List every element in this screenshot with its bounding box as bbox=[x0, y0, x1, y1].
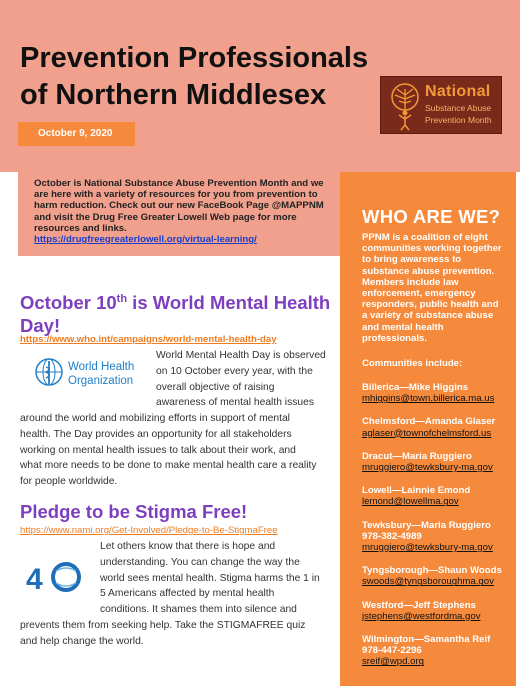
contact-entry bbox=[362, 451, 506, 473]
contact-email-link[interactable]: lemond@lowellma.gov bbox=[362, 496, 459, 508]
who-logo-line1: World Health bbox=[68, 361, 135, 373]
text-line: working on mental health issues to talk about their work, and bbox=[20, 444, 296, 456]
sidebar-heading: WHO ARE WE? bbox=[362, 206, 501, 227]
text-line: understanding. You can change the way the bbox=[100, 556, 300, 568]
text-line: on 10 October every year, with the bbox=[156, 365, 313, 377]
contact-name: Chelmsford—Amanda Glaser bbox=[362, 416, 496, 428]
drug-free-lowell-link[interactable]: https://drugfreegreaterlowell.org/virtual-learning/ bbox=[34, 234, 257, 246]
contact-entry bbox=[362, 600, 506, 622]
text-line: what more needs to be done to make mental health care a reality bbox=[20, 460, 317, 472]
nami-pledge-link[interactable]: https://www.nami.org/Get-Involved/Pledge-to-Be-StigmaFree bbox=[20, 525, 278, 536]
heading-sup: th bbox=[116, 293, 128, 305]
text-line: overall objective of raising bbox=[156, 381, 275, 393]
article1-side-text bbox=[156, 348, 340, 411]
text-line: prevents them from seeking help. Take the STIGMAFREE quiz bbox=[20, 620, 306, 631]
article2-full-text bbox=[20, 618, 338, 650]
logo-substance-abuse: Substance Abuse bbox=[425, 103, 492, 113]
contact-list bbox=[362, 382, 506, 668]
text-line: around the world and mobilizing efforts in support of mental bbox=[20, 413, 290, 424]
who-campaign-link[interactable]: https://www.who.int/campaigns/world-mental-health-day bbox=[20, 334, 277, 345]
header-banner bbox=[0, 0, 520, 172]
issue-date: October 9, 2020 bbox=[18, 122, 135, 146]
contact-phone: 978-447-2296 bbox=[362, 645, 422, 657]
communities-label: Communities include: bbox=[362, 358, 463, 370]
text-line: health. The Day provides an opportunity for all stakeholders bbox=[20, 428, 292, 440]
nami-40-years-logo bbox=[26, 560, 94, 594]
sidebar-about: PPNM is a coalition of eight communities working together to bring awareness to substance abuse prevention. Members include law enforcement, emergency responders, public health and a variety of substance abuse and mental health professionals. bbox=[362, 232, 502, 344]
contact-phone: 978-382-4989 bbox=[362, 530, 422, 542]
text-line: awareness of mental health issues bbox=[156, 397, 314, 409]
contact-entry bbox=[362, 382, 506, 404]
heading-part: October 10 bbox=[20, 292, 117, 313]
title-line-1: Prevention Professionals bbox=[20, 42, 369, 74]
tree-person-icon bbox=[385, 81, 425, 131]
logo-national: National bbox=[425, 83, 491, 100]
contact-name: Billerica—Mike Higgins bbox=[362, 382, 469, 394]
contact-email-link[interactable]: mhiggins@town.billerica.ma.us bbox=[362, 393, 495, 405]
contact-entry bbox=[362, 416, 506, 438]
title-line-2: of Northern Middlesex bbox=[20, 79, 327, 111]
article2-side-text bbox=[100, 539, 340, 618]
contact-entry bbox=[362, 634, 506, 668]
text-line: and help change the world. bbox=[20, 635, 144, 647]
contact-entry bbox=[362, 485, 506, 507]
text-line: conditions. It shames them into silence and bbox=[100, 604, 297, 616]
contact-name: Tewksbury—Maria Ruggiero bbox=[362, 519, 491, 531]
contact-email-link[interactable]: swoods@tyngsboroughma.gov bbox=[362, 576, 494, 588]
heading-part: is World Mental Health bbox=[127, 292, 331, 313]
contact-name: Dracut—Maria Ruggiero bbox=[362, 450, 472, 462]
world-mental-health-heading bbox=[20, 288, 330, 337]
intro-text: October is National Substance Abuse Prevention Month and we are here with a variety of resources for you from prevention to harm reduction. Check out our new FaceBook Page @MAPPNM and visit the Drug Free Greater Lowell Web page for more resources and links. bbox=[34, 178, 324, 234]
contact-name: Wilmington—Samantha Reif bbox=[362, 634, 491, 646]
who-emblem-icon bbox=[34, 357, 64, 387]
contact-email-link[interactable]: sreif@wpd.org bbox=[362, 656, 424, 668]
who-are-we-sidebar bbox=[340, 172, 516, 686]
text-line: world sees mental health. Stigma harms the 1 in bbox=[100, 572, 320, 584]
national-prevention-month-logo bbox=[380, 76, 502, 134]
svg-text:4: 4 bbox=[26, 563, 43, 594]
stigma-free-heading: Pledge to be Stigma Free! bbox=[20, 501, 248, 522]
who-logo-line2: Organization bbox=[68, 375, 134, 387]
contact-name: Tyngsborough—Shaun Woods bbox=[362, 565, 502, 577]
who-logo bbox=[34, 357, 142, 393]
heading-part: Day! bbox=[20, 315, 61, 336]
contact-name: Westford—Jeff Stephens bbox=[362, 599, 476, 611]
contact-email-link[interactable]: jstephens@westfordma.gov bbox=[362, 610, 481, 622]
contact-email-link[interactable]: aglaser@townofchelmsford.us bbox=[362, 427, 492, 439]
newsletter-title bbox=[20, 40, 400, 114]
contact-entry bbox=[362, 565, 506, 587]
contact-email-link[interactable]: mruggiero@tewksbury-ma.gov bbox=[362, 462, 493, 474]
text-line: for people worldwide. bbox=[20, 476, 118, 488]
text-line: 5 Americans affected by mental health bbox=[100, 588, 275, 600]
intro-box bbox=[18, 172, 340, 256]
text-line: World Mental Health Day is observed bbox=[156, 350, 326, 361]
article1-full-text bbox=[20, 411, 338, 490]
contact-name: Lowell—Lainnie Emond bbox=[362, 485, 471, 497]
logo-prevention-month: Prevention Month bbox=[425, 115, 492, 125]
contact-entry bbox=[362, 520, 506, 554]
text-line: Let others know that there is hope and bbox=[100, 541, 276, 552]
contact-email-link[interactable]: mruggiero@tewksbury-ma.gov bbox=[362, 542, 493, 554]
